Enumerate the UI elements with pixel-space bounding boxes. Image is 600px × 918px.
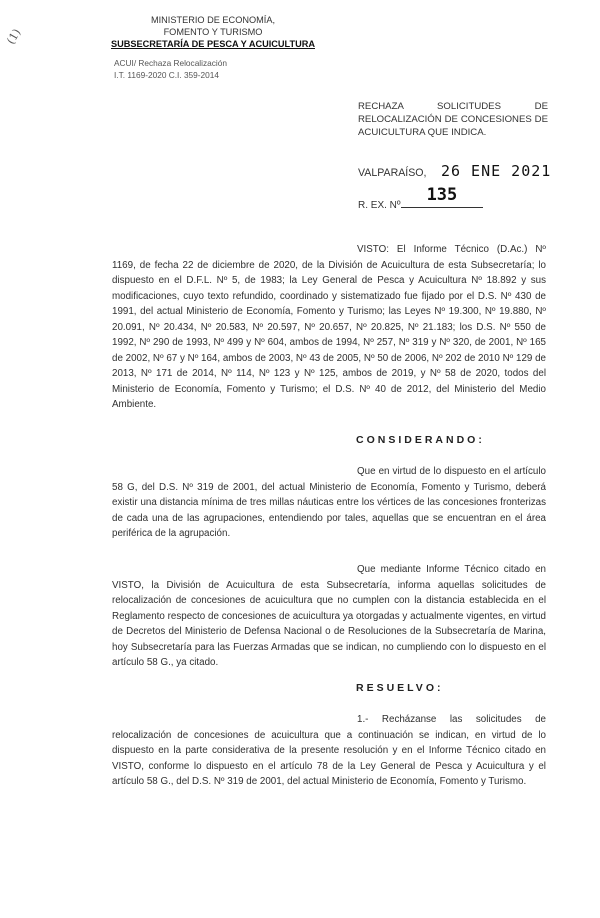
ministry-line-2: FOMENTO Y TURISMO xyxy=(163,27,263,37)
resolution-number xyxy=(358,185,483,211)
margin-handwritten-mark: (1) xyxy=(4,26,24,47)
rex-number-line xyxy=(401,185,483,208)
letterhead xyxy=(108,14,318,80)
reference-line-1: ACUI/ Rechaza Relocalización xyxy=(114,58,227,68)
place: VALPARAÍSO, xyxy=(358,167,427,179)
ministry-line-1: MINISTERIO DE ECONOMÍA, xyxy=(150,15,276,25)
resuelvo-heading: RESUELVO: xyxy=(356,682,444,694)
visto-paragraph: VISTO: El Informe Técnico (D.Ac.) Nº 1169, de fecha 22 de diciembre de 2020, de la División de Acuicultura de esta Subsecretaría; lo dispuesto en el D.F.L. Nº 5, de 1983; la Ley General de Pesca y Acuicultura Nº 18.892 y sus modificaciones, cuyo texto refundido, coordinado y sistematizado fue fijado por el D.S. Nº 430 de 1991, del actual Ministerio de Economía, Fomento y Turismo; las Leyes Nº 19.300, Nº 19.880, Nº 20.091, Nº 20.434, Nº 20.583, Nº 20.597, Nº 20.657, Nº 20.825, Nº 21.183; los D.S. Nº 550 de 1992, Nº 290 de 1993, Nº 499 y Nº 604, ambos de 1994, Nº 257, Nº 319 y Nº 320, de 2001, Nº 165 de 2002, Nº 67 y Nº 164, ambos de 2003, Nº 43 de 2005, Nº 50 de 2006, Nº 202 de 2010 Nº 129 de 2013, Nº 171 de 2014, Nº 114, Nº 123 y Nº 125, ambos de 2019, y Nº 58 de 2020, todos del Ministerio de Economía, Fomento y Turismo; el D.S. Nº 40 de 2012, del Ministerio del Medio Ambiente. xyxy=(112,244,546,410)
rex-number: 135 xyxy=(426,185,458,205)
resolution-subject: RECHAZA SOLICITUDES DE RELOCALIZACIÓN DE CONCESIONES DE ACUICULTURA QUE INDICA. xyxy=(358,101,548,138)
place-and-date xyxy=(358,162,551,181)
rex-label: R. EX. Nº xyxy=(358,200,401,211)
considerando-paragraph-2: Que mediante Informe Técnico citado en VISTO, la División de Acuicultura de esta Subsecretaría, informa aquellas solicitudes de relocalización de concesiones de acuicultura que no cumplen con la distancia establecida en el Reglamento respecto de concesiones de acuicultura ya otorgadas y actualmente vigentes, en virtud de Decretos del Ministerio de Defensa Nacional o de Resoluciones de la Subsecretaría de Marina, hoy Subsecretaría para las Fuerzas Armadas que se indican, no cumpliendo con lo dispuesto en el artículo 58 G., ya citado. xyxy=(112,564,546,668)
considerando-paragraph-1: Que en virtud de lo dispuesto en el artículo 58 G, del D.S. Nº 319 de 2001, del actual Ministerio de Economía, Fomento y Turismo, deberá existir una distancia mínima de tres millas náuticas entre los vértices de las concesiones fronterizas de cada una de las agrupaciones, entendiendo por tales, aquellas que se encuentran en el área periférica de la agrupación. xyxy=(112,466,546,539)
date-stamp: 26 ENE 2021 xyxy=(440,162,552,180)
considerando-heading: CONSIDERANDO: xyxy=(356,434,485,446)
subsecretaria-line: SUBSECRETARÍA DE PESCA Y ACUICULTURA xyxy=(110,39,315,49)
reference-line-2: I.T. 1169-2020 C.I. 359-2014 xyxy=(114,70,220,80)
resuelvo-paragraph-1: 1.- Recházanse las solicitudes de relocalización de concesiones de acuicultura que a continuación se indican, en virtud de lo dispuesto en la parte considerativa de la presente resolución y en el Informe Técnico citado en VISTO, conforme lo dispuesto en el artículo 78 de la Ley General de Pesca y Acuicultura y el artículo 58 G., del D.S. Nº 319 de 2001, del actual Ministerio de Economía, Fomento y Turismo. xyxy=(112,714,546,787)
